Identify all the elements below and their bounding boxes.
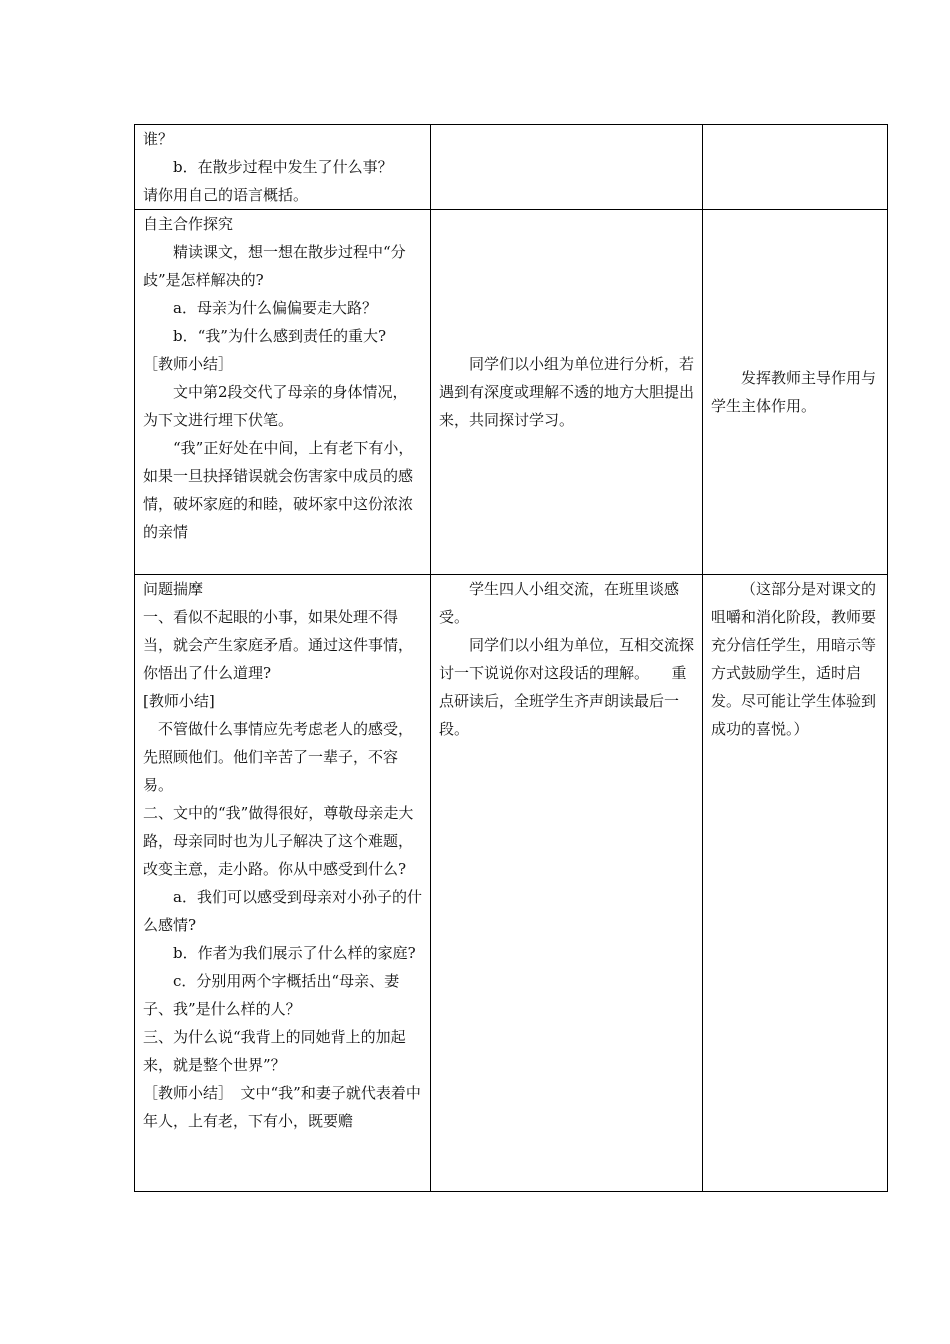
paragraph: 三、为什么说“我背上的同她背上的加起来，就是整个世界”？ xyxy=(143,1028,406,1074)
row1-intent-cell xyxy=(703,125,888,210)
paragraph: [教师小结] xyxy=(143,692,215,710)
row3-intent-cell xyxy=(703,575,888,1192)
paragraph: 一、看似不起眼的小事，如果处理不得当，就会产生家庭矛盾。通过这件事情，你悟出了什么道理? xyxy=(143,608,414,682)
paragraph: 不管做什么事情应先考虑老人的感受，先照顾他们。他们辛苦了一辈子，不容易。 xyxy=(143,720,414,794)
row1-content-cell xyxy=(135,125,431,210)
paragraph: a．母亲为什么偏偏要走大路？ xyxy=(173,299,377,317)
section-heading: 问题揣摩 xyxy=(143,580,204,598)
paragraph: b．在散步过程中发生了什么事？ xyxy=(173,158,393,176)
paragraph: 二、文中的“我”做得很好，尊敬母亲走大路，母亲同时也为儿子解决了这个难题，改变主意，走小路。你从中感受到什么? xyxy=(143,804,414,878)
paragraph: c．分别用两个字概括出“母亲、妻子、我”是什么样的人？ xyxy=(143,972,400,1018)
paragraph: “我”正好处在中间，上有老下有小，如果一旦抉择错误就会伤害家中成员的感情，破坏家庭的和睦，破坏家中这份浓浓的亲情 xyxy=(143,439,414,541)
paragraph: 谁？ xyxy=(143,130,174,148)
row1-activity-cell xyxy=(431,125,703,210)
paragraph: ［教师小结］ 文中“我”和妻子就代表着中年人，上有老，下有小，既要赡 xyxy=(143,1084,421,1130)
row2-content-cell xyxy=(135,210,431,575)
paragraph: 学生四人小组交流，在班里谈感受。 xyxy=(439,580,680,626)
lesson-plan-table xyxy=(134,124,888,1192)
paragraph: 同学们以小组为单位进行分析，若遇到有深度或理解不透的地方大胆提出来，共同探讨学习。 xyxy=(439,355,695,429)
paragraph: a．我们可以感受到母亲对小孙子的什么感情? xyxy=(143,888,422,934)
paragraph: b．“我”为什么感到责任的重大? ［教师小结］ xyxy=(143,327,401,373)
paragraph: 请你用自己的语言概括。 xyxy=(143,186,309,204)
section-heading: 自主合作探究 xyxy=(143,215,234,233)
table-row xyxy=(135,125,888,210)
row2-activity-cell xyxy=(431,210,703,575)
paragraph: 同学们以小组为单位，互相交流探讨一下说说你对这段话的理解。 重点研读后，全班学生齐声朗读最后一段。 xyxy=(439,636,695,738)
paragraph: （这部分是对课文的咀嚼和消化阶段，教师要充分信任学生，用暗示等方式鼓励学生，适时启发。尽可能让学生体验到成功的喜悦。） xyxy=(711,580,877,738)
row2-intent-cell xyxy=(703,210,888,575)
table-row xyxy=(135,210,888,575)
table-row xyxy=(135,575,888,1192)
row3-activity-cell xyxy=(431,575,703,1192)
paragraph: 文中第2段交代了母亲的身体情况，为下文进行埋下伏笔。 xyxy=(143,383,408,429)
paragraph: 发挥教师主导作用与学生主体作用。 xyxy=(711,369,877,415)
paragraph: 精读课文，想一想在散步过程中“分歧”是怎样解决的? xyxy=(143,243,406,289)
row3-content-cell xyxy=(135,575,431,1192)
paragraph: b．作者为我们展示了什么样的家庭? xyxy=(173,944,416,962)
